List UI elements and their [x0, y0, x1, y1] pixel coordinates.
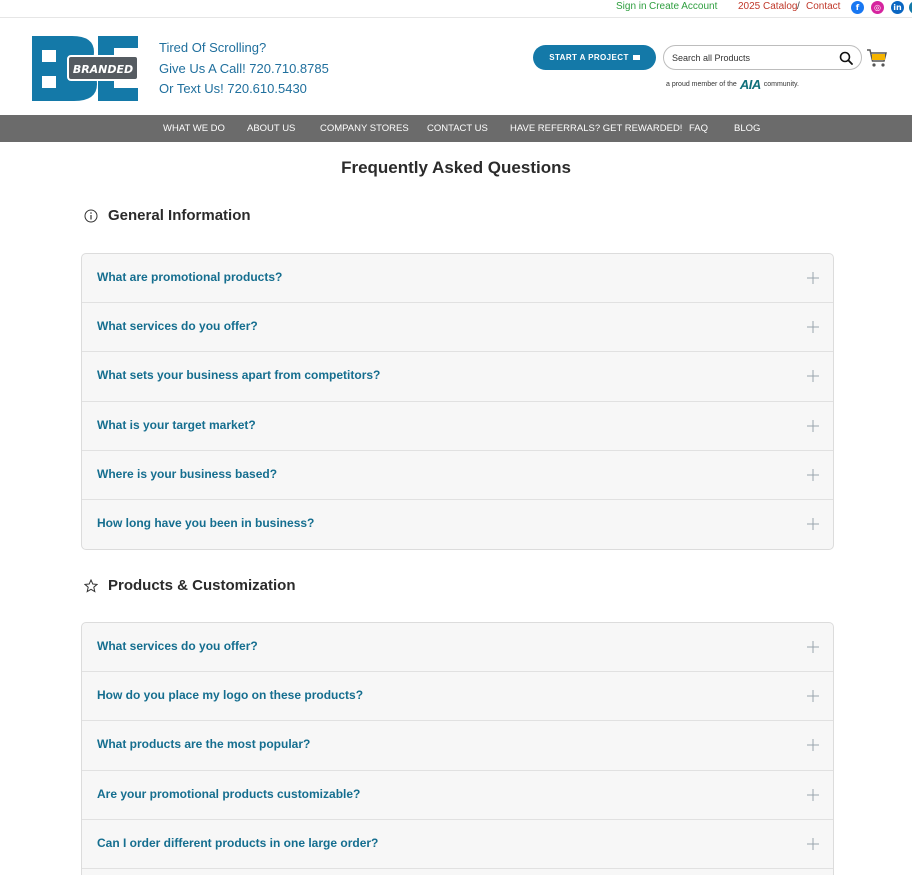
plus-icon[interactable] [807, 838, 819, 850]
plus-icon[interactable] [807, 272, 819, 284]
faq-question: What services do you offer? [97, 639, 258, 653]
logo-text: BRANDED [72, 63, 134, 76]
search-icon[interactable] [839, 51, 853, 65]
faq-item[interactable] [82, 402, 833, 451]
faq-question: How long have you been in business? [97, 515, 315, 530]
nav-item-about-us[interactable]: ABOUT US [247, 123, 296, 134]
faq-item[interactable] [82, 672, 833, 721]
sign-in-link[interactable]: Sign in [616, 1, 647, 12]
faq-question: Where is your business based? [97, 466, 278, 481]
nav-item-company-stores[interactable]: COMPANY STORES [320, 123, 409, 134]
plus-icon[interactable] [807, 469, 819, 481]
aia-prefix: a proud member of the [666, 81, 737, 88]
faq-list-general [81, 253, 834, 550]
plus-icon[interactable] [807, 370, 819, 382]
faq-question: What is your target market? [97, 417, 256, 432]
contact-line-call[interactable]: Give Us A Call! 720.710.8785 [159, 60, 329, 76]
start-a-project-label: START A PROJECT [549, 53, 629, 62]
faq-question: Can I order different products in one large order? [97, 835, 379, 850]
faq-question: What sets your business apart from competitors? [97, 368, 381, 383]
faq-item[interactable] [82, 303, 833, 352]
nav-item-blog[interactable]: BLOG [734, 123, 761, 134]
faq-list-products [81, 622, 834, 875]
faq-item[interactable] [82, 820, 833, 869]
link-separator: / [797, 1, 800, 12]
faq-item[interactable] [82, 500, 833, 549]
plus-icon[interactable] [807, 321, 819, 333]
aia-membership [666, 77, 799, 92]
faq-question: Are your promotional products customizable? [97, 786, 361, 801]
aia-logo: AIA [739, 77, 761, 92]
contact-line-1: Tired Of Scrolling? [159, 40, 267, 55]
nav-item-what-we-do[interactable]: WHAT WE DO [163, 123, 225, 134]
plus-icon[interactable] [807, 690, 819, 702]
plus-icon[interactable] [807, 641, 819, 653]
main-nav [0, 115, 912, 142]
faq-question: How do you place my logo on these products? [97, 688, 364, 703]
faq-item[interactable] [82, 254, 833, 303]
top-utility-bar [0, 0, 912, 18]
plus-icon[interactable] [807, 518, 819, 530]
catalog-link[interactable]: 2025 Catalog [738, 1, 798, 12]
section-title: Products & Customization [108, 577, 296, 594]
brand-logo[interactable] [32, 36, 138, 101]
header-contact-block [159, 38, 329, 100]
start-a-project-button[interactable] [533, 45, 656, 70]
facebook-icon[interactable]: f [851, 1, 864, 14]
create-account-link[interactable]: Create Account [649, 1, 718, 12]
faq-item[interactable] [82, 771, 833, 820]
contact-line-text[interactable]: Or Text Us! 720.610.5430 [159, 81, 307, 96]
aia-suffix: community. [763, 81, 799, 88]
info-icon [84, 209, 98, 223]
faq-item[interactable] [82, 352, 833, 401]
faq-item[interactable] [82, 451, 833, 500]
faq-question: What are promotional products? [97, 270, 283, 284]
envelope-icon [633, 55, 640, 60]
faq-item[interactable] [82, 721, 833, 770]
instagram-icon[interactable]: ◎ [871, 1, 884, 14]
linkedin-icon[interactable]: in [891, 1, 904, 14]
plus-icon[interactable] [807, 739, 819, 751]
nav-item-referrals[interactable]: HAVE REFERRALS? GET REWARDED! [510, 123, 683, 134]
search-input[interactable] [672, 50, 832, 66]
star-icon [84, 579, 98, 593]
page-title: Frequently Asked Questions [341, 158, 571, 177]
cart-icon[interactable] [866, 48, 888, 68]
plus-icon[interactable] [807, 789, 819, 801]
contact-link[interactable]: Contact [806, 1, 841, 12]
search-box [663, 45, 862, 70]
faq-question: What products are the most popular? [97, 737, 311, 752]
nav-item-contact-us[interactable]: CONTACT US [427, 123, 488, 134]
section-header-general [84, 207, 251, 224]
section-title: General Information [108, 207, 251, 224]
faq-question: What services do you offer? [97, 319, 258, 334]
plus-icon[interactable] [807, 420, 819, 432]
faq-item[interactable] [82, 623, 833, 672]
section-header-products [84, 577, 296, 594]
nav-item-faq[interactable]: FAQ [689, 123, 709, 134]
